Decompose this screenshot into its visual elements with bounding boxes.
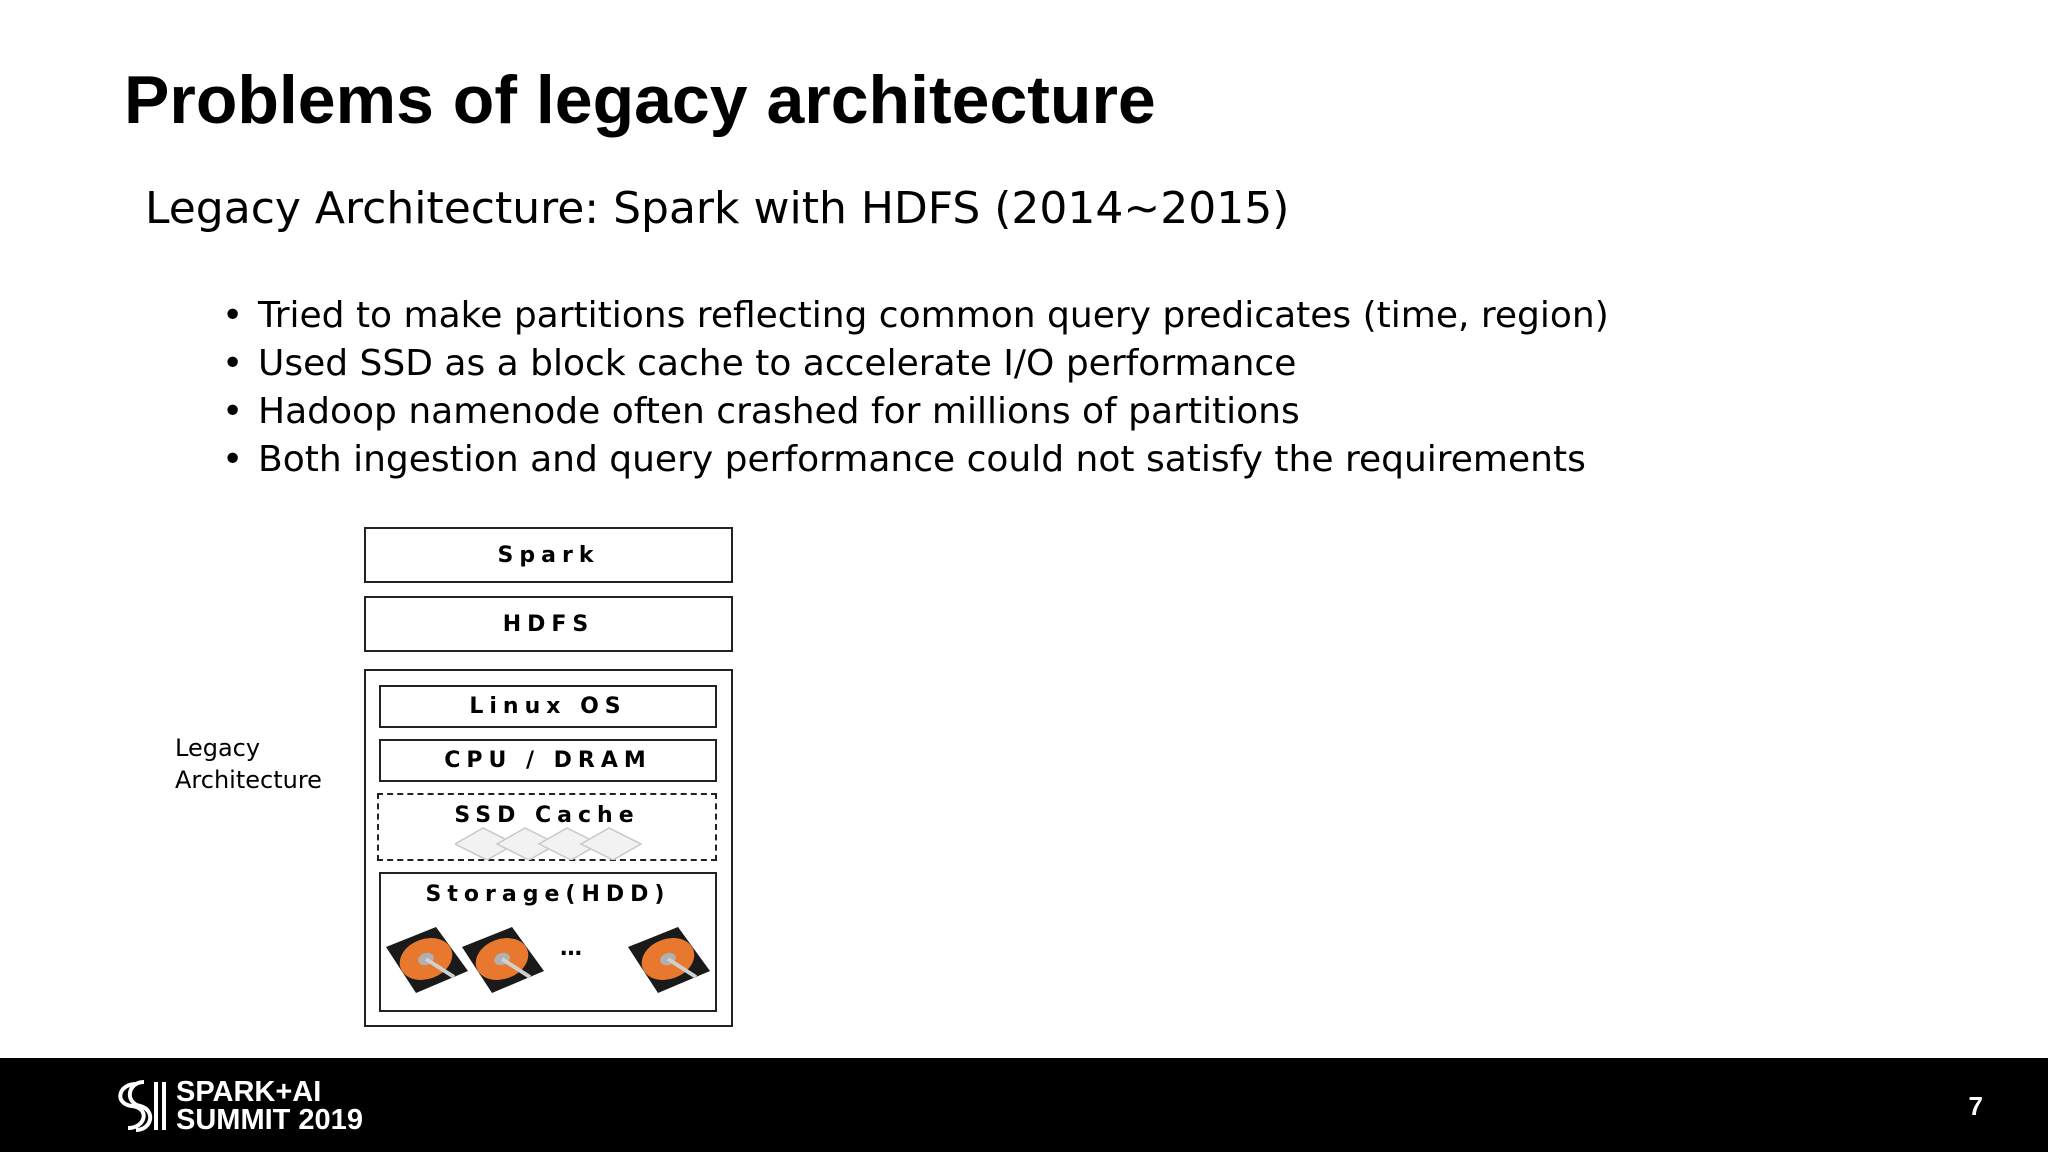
bullet-item: • Hadoop namenode often crashed for millions of partitions: [222, 388, 1609, 436]
ssd-cache-layer: SSD Cache: [377, 793, 717, 861]
slide-subtitle: Legacy Architecture: Spark with HDFS (2014~2015): [145, 183, 1290, 234]
logo-line: SPARK+AI: [176, 1076, 322, 1108]
storage-hdd-layer: Storage(HDD): [379, 872, 717, 1012]
ssd-icon: [455, 822, 645, 860]
side-label-line: Architecture: [175, 766, 322, 794]
hdfs-layer: HDFS: [364, 596, 733, 652]
cpu-dram-layer: CPU / DRAM: [379, 739, 717, 782]
spark-layer: Spark: [364, 527, 733, 583]
linux-os-layer: Linux OS: [379, 685, 717, 728]
page-number: 7: [1968, 1091, 1983, 1121]
bullet-item: • Used SSD as a block cache to accelerate I/O performance: [222, 340, 1609, 388]
bullet-item: • Tried to make partitions reflecting common query predicates (time, region): [222, 292, 1609, 340]
slide-title: Problems of legacy architecture: [124, 62, 1156, 138]
logo-wordmark: [176, 1078, 363, 1134]
bullet-list: [222, 292, 1609, 484]
hdd-icon: [624, 925, 714, 995]
spark-ai-logo-icon: [104, 1076, 168, 1136]
footer-bar: [0, 1058, 2048, 1152]
summit-logo: [104, 1076, 363, 1136]
hdd-icon: [458, 925, 548, 995]
legacy-architecture-label: [175, 732, 322, 796]
ellipsis: …: [560, 936, 582, 961]
bullet-item: • Both ingestion and query performance could not satisfy the requirements: [222, 436, 1609, 484]
side-label-line: Legacy: [175, 734, 261, 762]
logo-line: SUMMIT 2019: [176, 1104, 363, 1136]
